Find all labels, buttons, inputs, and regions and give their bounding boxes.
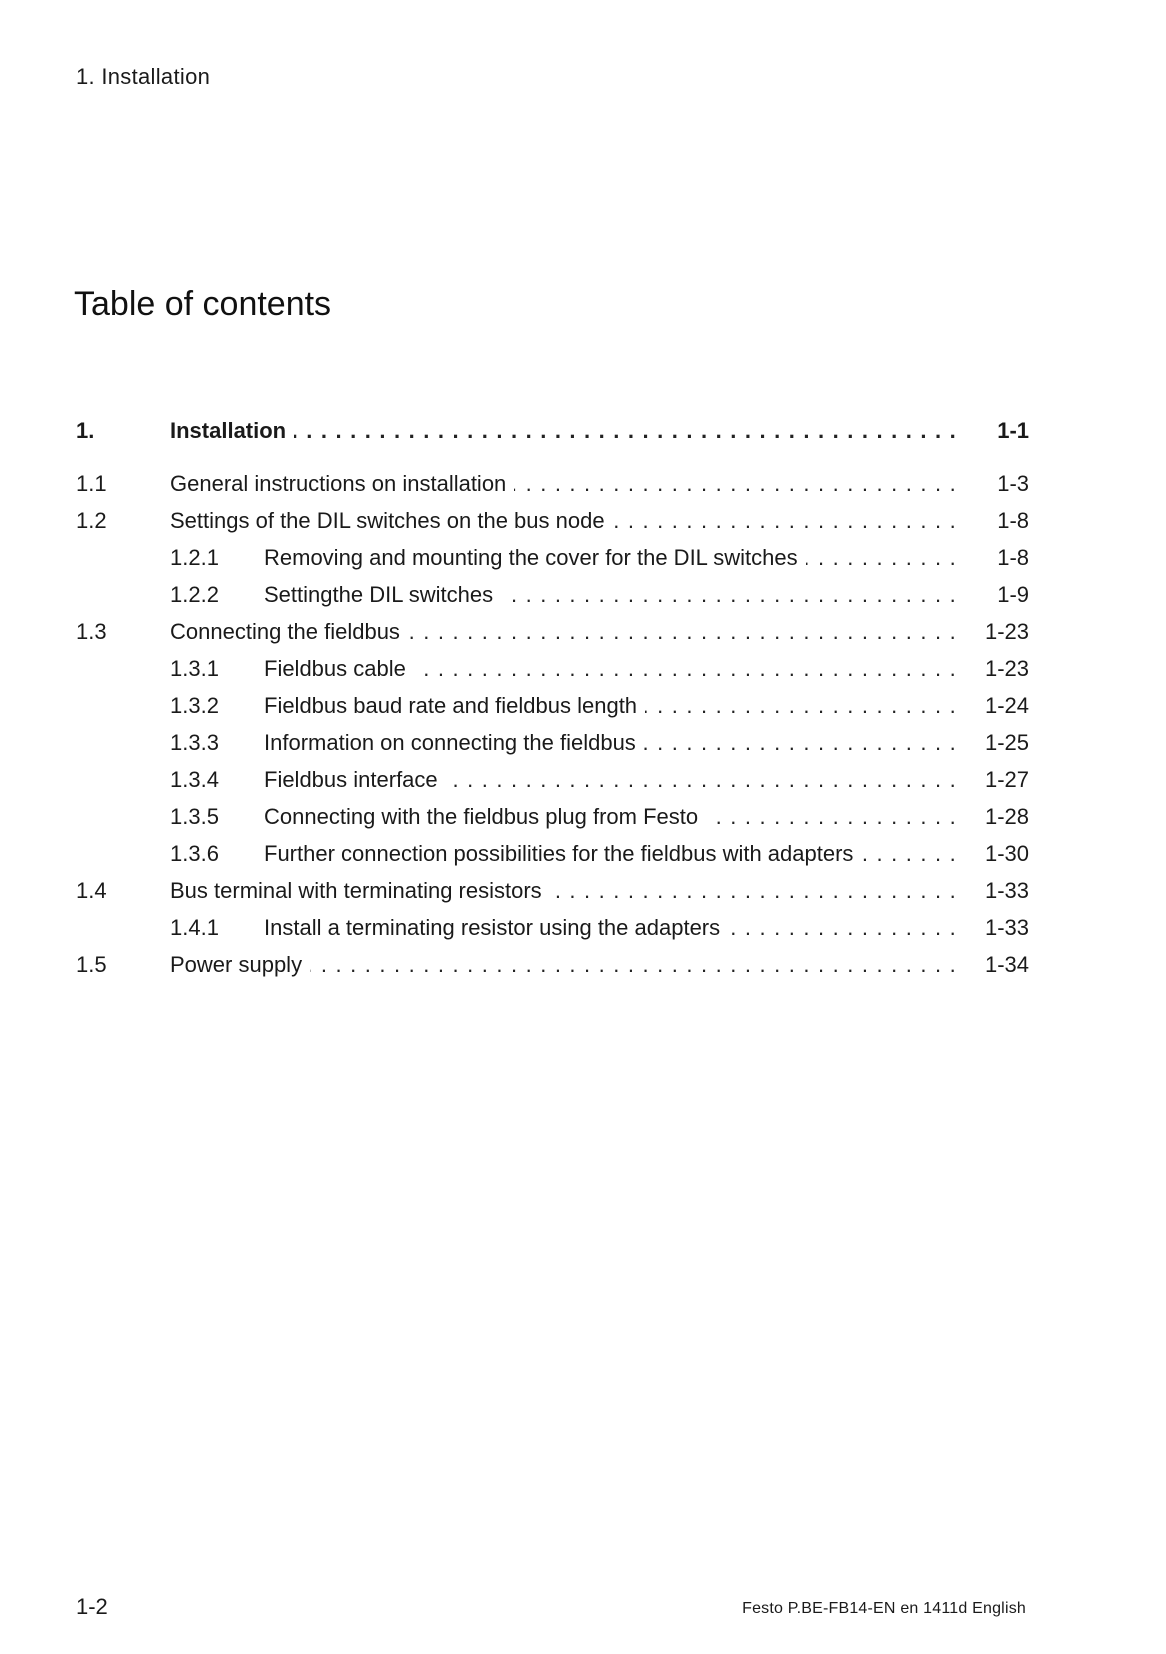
toc-entry[interactable] bbox=[76, 539, 1029, 576]
toc-entry-number: 1.5 bbox=[76, 952, 107, 977]
toc-entry-label[interactable]: Information on connecting the fieldbus bbox=[264, 730, 644, 755]
toc-entry-leader bbox=[170, 872, 957, 909]
toc-entry-leader bbox=[170, 465, 957, 502]
toc-entry-page: 1-1 bbox=[997, 418, 1029, 443]
toc-entry[interactable] bbox=[76, 798, 1029, 835]
toc-entry-number: 1.3.3 bbox=[170, 730, 219, 755]
toc-entry-page: 1-9 bbox=[997, 582, 1029, 607]
toc-entry-number: 1.3.6 bbox=[170, 841, 219, 866]
toc-entry-number: 1.1 bbox=[76, 471, 107, 496]
toc-entry-page: 1-23 bbox=[984, 619, 1029, 644]
toc-entry-leader bbox=[264, 798, 957, 835]
toc-entry-leader bbox=[264, 576, 957, 613]
toc-entry-label[interactable]: Install a terminating resistor using the adapters bbox=[264, 915, 728, 940]
toc-entry-leader bbox=[170, 502, 957, 539]
toc-entry-label[interactable]: General instructions on installation bbox=[170, 471, 514, 496]
table-of-contents bbox=[76, 412, 1029, 983]
toc-entry[interactable] bbox=[76, 687, 1029, 724]
toc-entry[interactable] bbox=[76, 465, 1029, 502]
toc-entry-label[interactable]: Connecting with the fieldbus plug from Festo bbox=[264, 804, 706, 829]
toc-entry[interactable] bbox=[76, 412, 1029, 449]
toc-entry-leader bbox=[264, 539, 957, 576]
toc-entry-number: 1.3.1 bbox=[170, 656, 219, 681]
toc-entry-number: 1.4.1 bbox=[170, 915, 219, 940]
toc-entry[interactable] bbox=[76, 761, 1029, 798]
toc-entry-page: 1-33 bbox=[984, 878, 1029, 903]
toc-entry-label[interactable]: Power supply bbox=[170, 952, 310, 977]
toc-entry-label[interactable]: Fieldbus cable bbox=[264, 656, 414, 681]
toc-entry-page: 1-8 bbox=[997, 508, 1029, 533]
page-title: Table of contents bbox=[74, 285, 332, 323]
toc-entry-label[interactable]: Installation bbox=[170, 418, 294, 443]
toc-entry-label[interactable]: Connecting the fieldbus bbox=[170, 619, 408, 644]
toc-entry[interactable] bbox=[76, 650, 1029, 687]
toc-entry-label[interactable]: Settingthe DIL switches bbox=[264, 582, 501, 607]
toc-entry-label[interactable]: Fieldbus baud rate and fieldbus length bbox=[264, 693, 645, 718]
toc-entry-page: 1-23 bbox=[984, 656, 1029, 681]
toc-entry-leader bbox=[170, 613, 957, 650]
toc-entry-leader bbox=[170, 946, 957, 983]
toc-entry[interactable] bbox=[76, 613, 1029, 650]
footer-page-number: 1-2 bbox=[76, 1594, 108, 1619]
toc-entry[interactable] bbox=[76, 502, 1029, 539]
toc-entry-leader bbox=[264, 761, 957, 798]
toc-entry-label[interactable]: Fieldbus interface bbox=[264, 767, 446, 792]
toc-entry-number: 1.3.5 bbox=[170, 804, 219, 829]
toc-entry-leader bbox=[264, 909, 957, 946]
toc-entry-leader bbox=[264, 687, 957, 724]
toc-entry-leader bbox=[170, 412, 957, 449]
toc-entry-page: 1-30 bbox=[984, 841, 1029, 866]
toc-entry-label[interactable]: Further connection possibilities for the fieldbus with adapters bbox=[264, 841, 861, 866]
toc-entry-leader bbox=[264, 650, 957, 687]
toc-entry[interactable] bbox=[76, 946, 1029, 983]
toc-entry-page: 1-3 bbox=[997, 471, 1029, 496]
toc-entry-page: 1-33 bbox=[984, 915, 1029, 940]
toc-entry-number: 1.3.2 bbox=[170, 693, 219, 718]
toc-entry-number: 1.4 bbox=[76, 878, 107, 903]
toc-entry-label[interactable]: Settings of the DIL switches on the bus node bbox=[170, 508, 613, 533]
toc-entry-page: 1-24 bbox=[984, 693, 1029, 718]
toc-entry[interactable] bbox=[76, 909, 1029, 946]
toc-entry-number: 1.2.1 bbox=[170, 545, 219, 570]
toc-entry[interactable] bbox=[76, 724, 1029, 761]
toc-entry[interactable] bbox=[76, 835, 1029, 872]
toc-entry-label[interactable]: Removing and mounting the cover for the DIL switches bbox=[264, 545, 806, 570]
toc-entry-label[interactable]: Bus terminal with terminating resistors bbox=[170, 878, 550, 903]
toc-entry-page: 1-27 bbox=[984, 767, 1029, 792]
footer-document-info: Festo P.BE-FB14-EN en 1411d English bbox=[742, 1600, 1026, 1617]
toc-entry-number: 1.2 bbox=[76, 508, 107, 533]
toc-entry[interactable] bbox=[76, 872, 1029, 909]
toc-entry-leader bbox=[264, 835, 957, 872]
toc-entry-number: 1.3.4 bbox=[170, 767, 219, 792]
toc-entry-leader bbox=[264, 724, 957, 761]
toc-entry-number: 1.3 bbox=[76, 619, 107, 644]
toc-entry-number: 1.2.2 bbox=[170, 582, 219, 607]
toc-entry-page: 1-25 bbox=[984, 730, 1029, 755]
toc-entry[interactable] bbox=[76, 576, 1029, 613]
toc-entry-page: 1-8 bbox=[997, 545, 1029, 570]
toc-entry-number: 1. bbox=[76, 418, 95, 443]
toc-entry-page: 1-34 bbox=[984, 952, 1029, 977]
toc-entry-page: 1-28 bbox=[984, 804, 1029, 829]
running-header: 1. Installation bbox=[76, 64, 211, 89]
